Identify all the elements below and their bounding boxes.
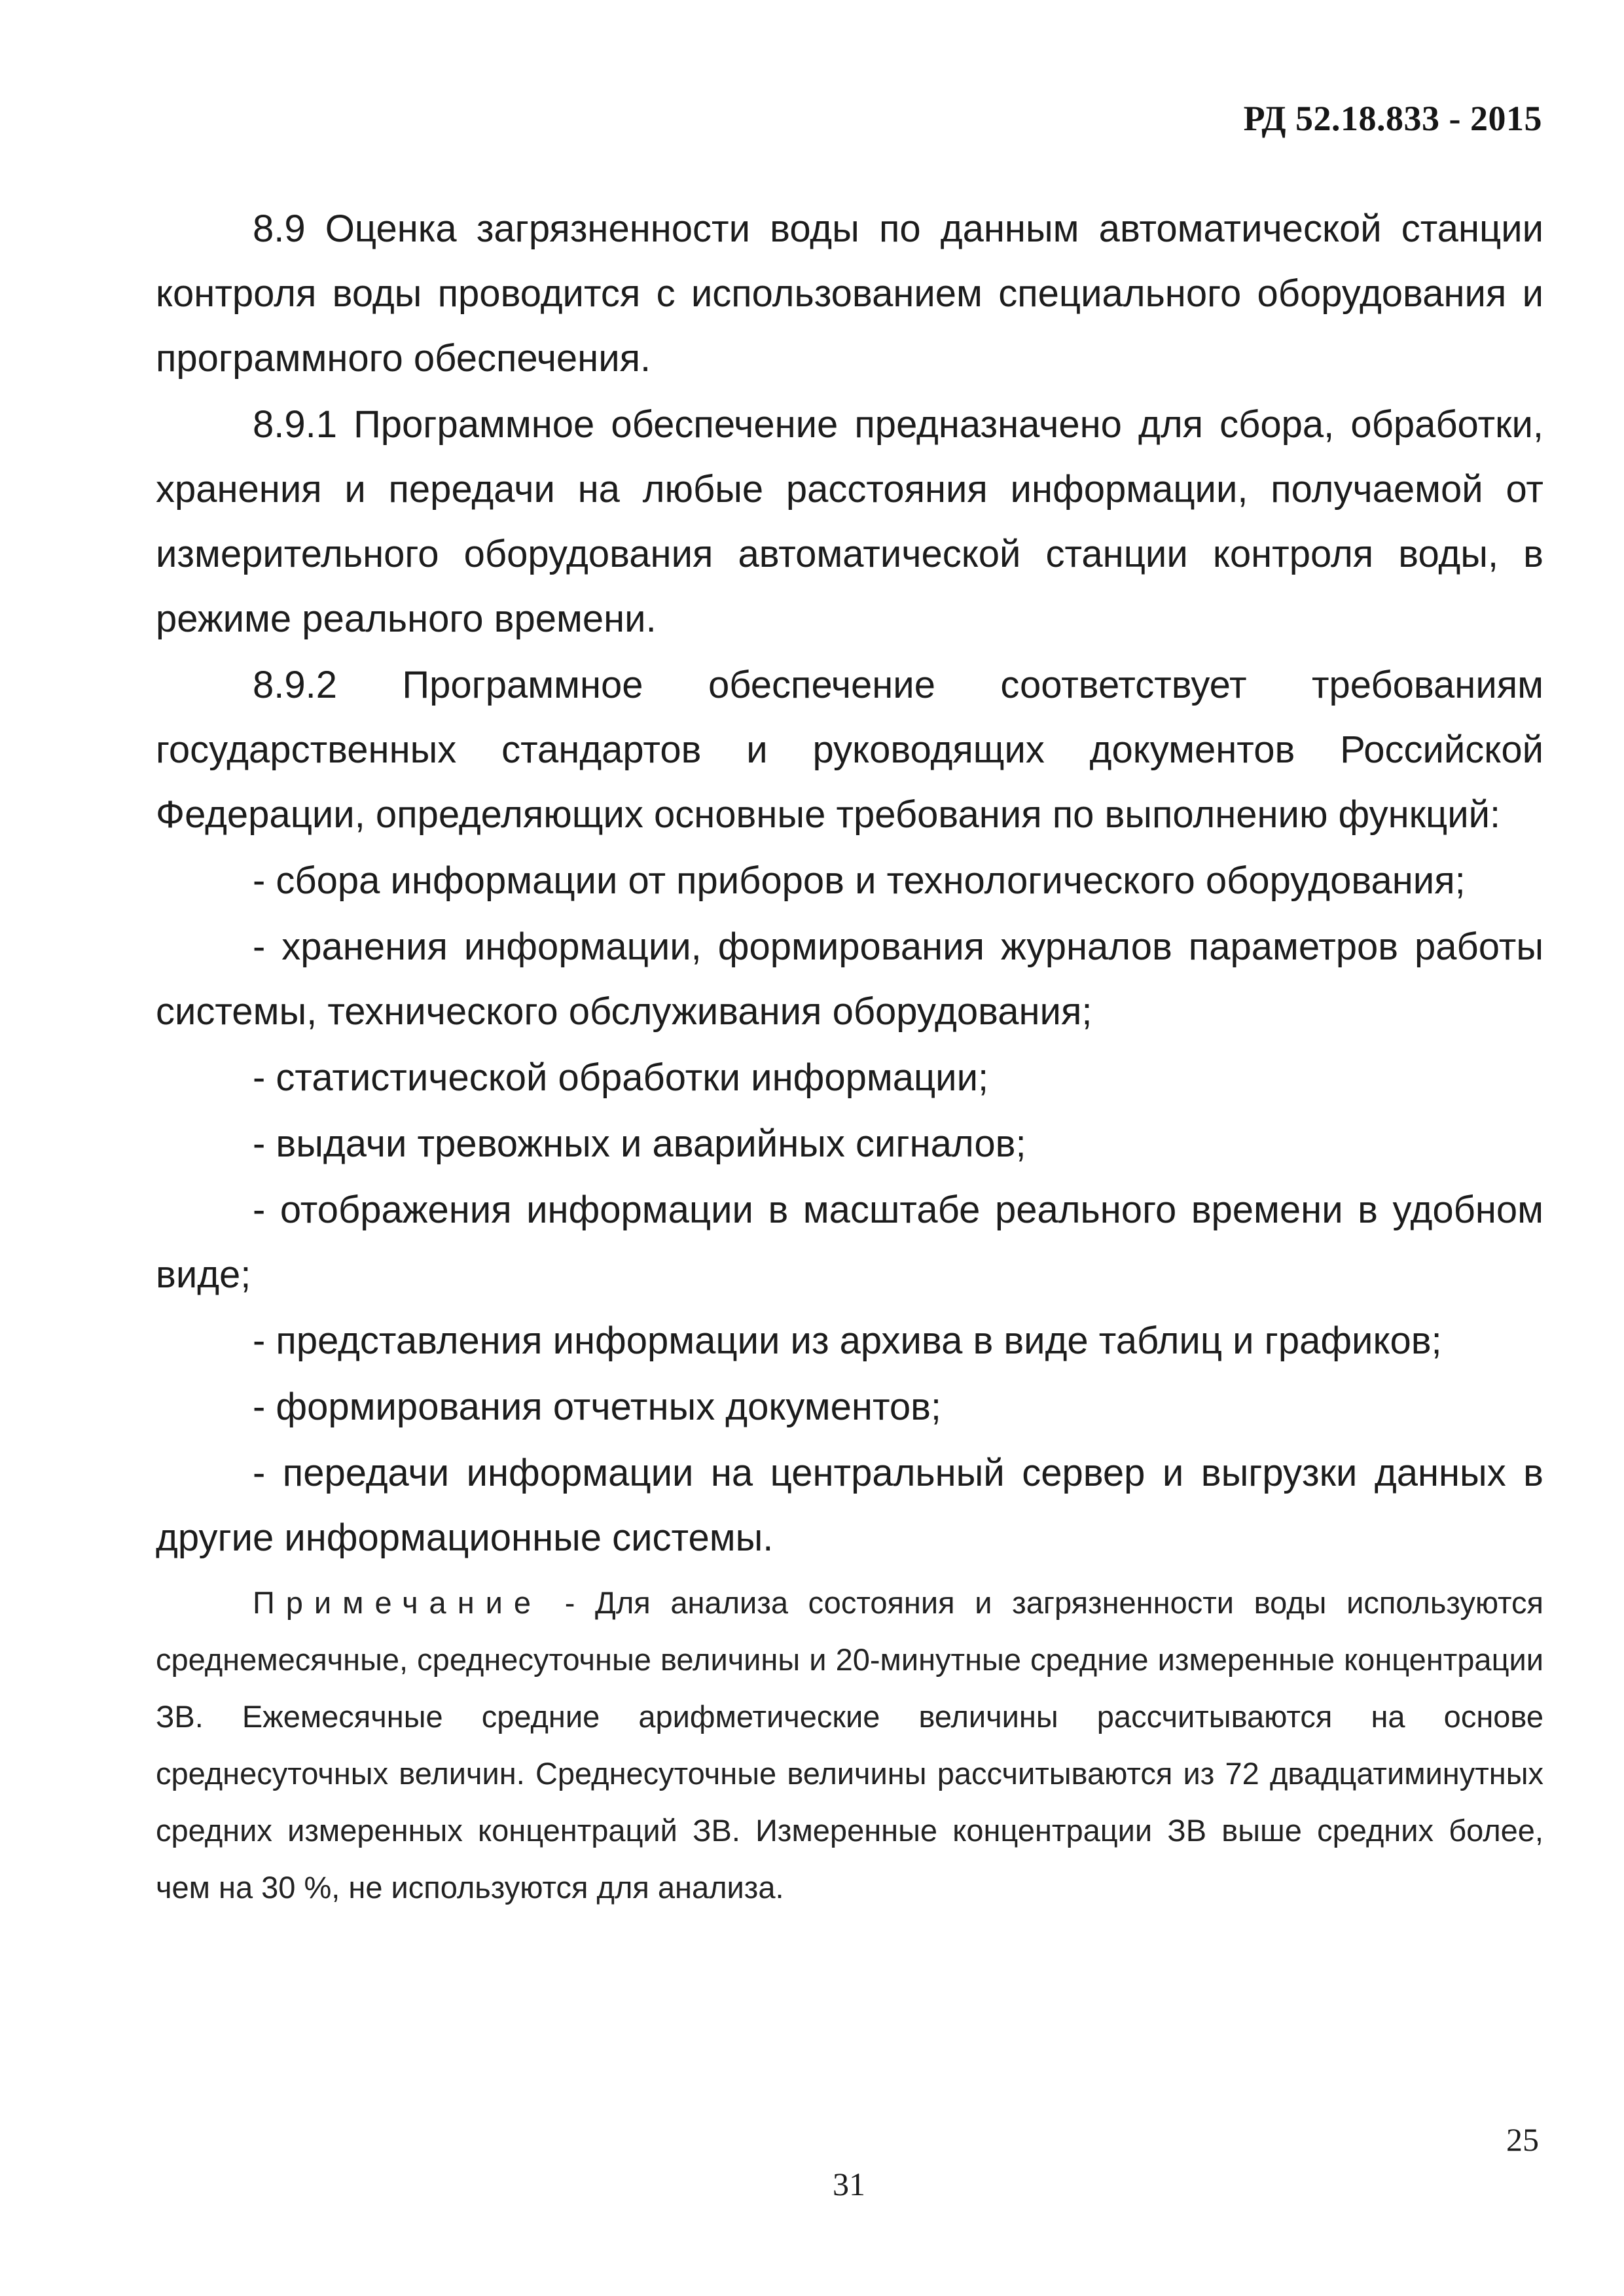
document-code-header: РД 52.18.833 - 2015 bbox=[1243, 99, 1542, 138]
note-label: Примечание bbox=[253, 1585, 543, 1620]
paragraph-8-9-2: 8.9.2 Программное обеспечение соответствует требованиям государственных стандартов и руководящих документов Российской Федерации, определяющих основные требования по выполнению функций: bbox=[156, 664, 1543, 836]
paragraph-8-9: 8.9 Оценка загрязненности воды по данным автоматической станции контроля воды проводится с использованием специального оборудования и программного обеспечения. bbox=[156, 207, 1543, 380]
paragraph-8-9-1: 8.9.1 Программное обеспечение предназначено для сбора, обработки, хранения и передачи на любые расстояния информации, получаемой от измерительного оборудования автоматической станции контроля воды, в режиме реального времени. bbox=[156, 403, 1543, 640]
note-paragraph bbox=[156, 1574, 1543, 1916]
list-item: - представления информации из архива в виде таблиц и графиков; bbox=[253, 1319, 1442, 1362]
list-item: - формирования отчетных документов; bbox=[253, 1386, 942, 1428]
list-item: - выдачи тревожных и аварийных сигналов; bbox=[253, 1122, 1026, 1165]
document-body bbox=[156, 196, 1543, 1946]
file-page-number: 31 bbox=[833, 2166, 865, 2202]
list-item: - хранения информации, формирования журналов параметров работы системы, технического обслуживания оборудования; bbox=[156, 925, 1543, 1033]
document-page-number: 25 bbox=[1506, 2121, 1539, 2158]
list-item: - отображения информации в масштабе реального времени в удобном виде; bbox=[156, 1189, 1543, 1296]
list-item: - передачи информации на центральный сервер и выгрузки данных в другие информационные системы. bbox=[156, 1452, 1543, 1559]
list-item: - сбора информации от приборов и технологического оборудования; bbox=[253, 859, 1466, 902]
list-item: - статистической обработки информации; bbox=[253, 1056, 989, 1099]
note-text: - Для анализа состояния и загрязненности воды используются среднемесячные, среднесуточные величины и 20-минутные средние измеренные концентрации ЗВ. Ежемесячные средние арифметические величины рассчитываются на основе среднесуточных величин. Среднесуточные величины рассчитываются из 72 двадцатиминутных средних измеренных концентраций ЗВ. Измеренные концентрации ЗВ выше средних более, чем на 30 %, не используются для анализа. bbox=[156, 1585, 1543, 1905]
